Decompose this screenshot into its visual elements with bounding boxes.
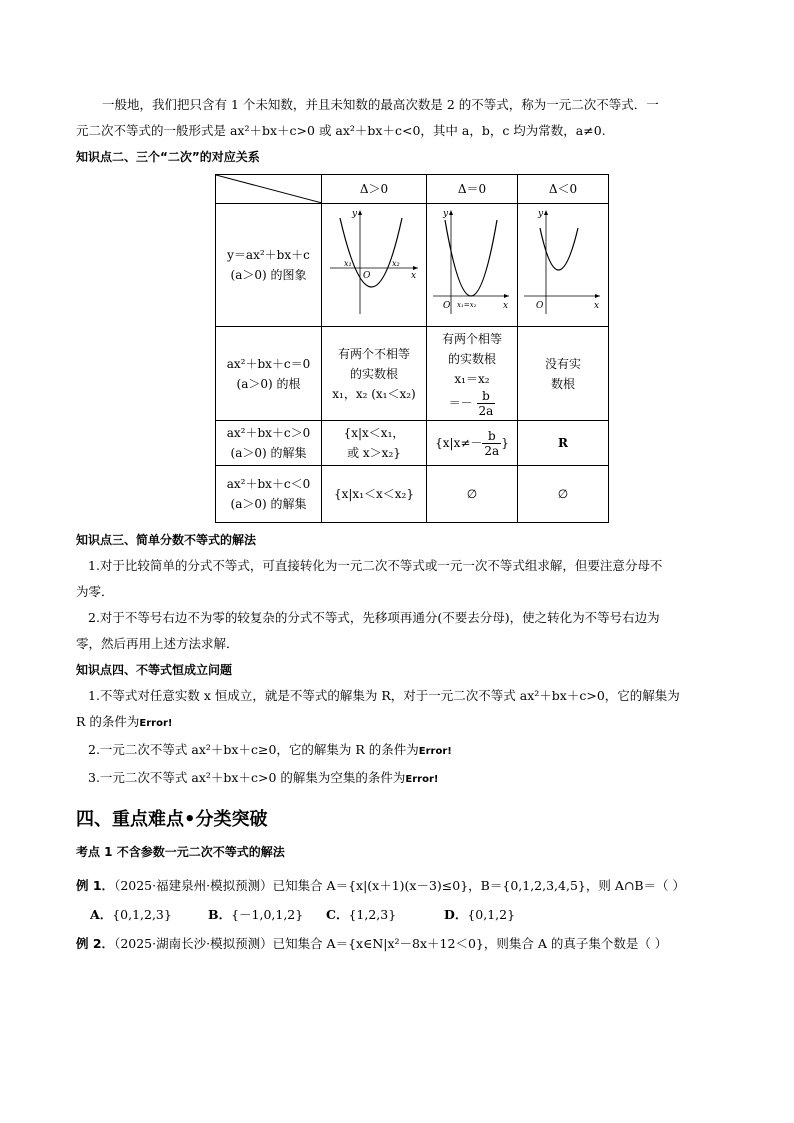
diagonal-line — [216, 175, 322, 203]
option-key: D． — [444, 907, 468, 922]
lt-cell-two: {x|x₁＜x＜x₂} — [322, 466, 427, 523]
cell-line: 的实数根 — [447, 352, 496, 366]
option-key: A． — [90, 907, 113, 922]
row-label-line: (a＞0) 的根 — [236, 376, 301, 391]
y-axis-label: y — [538, 209, 544, 219]
section4-p1b: R 的条件为 — [76, 714, 140, 729]
section4-p2-line — [76, 737, 726, 765]
gt-cell-none: R — [518, 421, 609, 466]
example-1-label: 例 1． — [76, 878, 115, 893]
root-x2-label: x₂ — [392, 259, 400, 268]
section3-title: 知识点三、简单分数不等式的解法 — [76, 533, 257, 547]
cell-line: 或 x＞x₂} — [347, 446, 401, 460]
fraction-b-over-2a — [477, 389, 496, 418]
example-2-text: 已知集合 A＝{x∈N|x²－8x＋12＜0}，则集合 A 的真子集个数是（ ） — [272, 936, 668, 951]
cell-line: x₁＝x₂ — [454, 372, 490, 386]
origin-label: O — [536, 301, 544, 311]
set-prefix: {x|x≠－ — [435, 435, 483, 450]
cell-line: 没有实 — [544, 356, 581, 371]
cell-line: 有两个相等 — [441, 332, 502, 346]
x-axis-label: x — [594, 301, 600, 311]
parabola-double-root-graph — [431, 206, 513, 318]
example-2-label: 例 2． — [76, 936, 115, 951]
section4-p3: 3.一元二次不等式 ax²＋bx＋c>0 的解集为空集的条件为 — [88, 770, 406, 785]
section4-p1b-line — [76, 709, 726, 737]
error-marker: Error! — [139, 718, 173, 729]
row-label-line: (a＞0) 的图象 — [230, 268, 307, 282]
parabola-two-roots-graph — [326, 206, 422, 318]
row-label-line: ax²＋bx＋c＝0 — [226, 356, 311, 371]
cell-line: {x|x＜x₁， — [343, 426, 405, 440]
graph-cell-no-root — [518, 204, 609, 327]
cell-line-fraction — [431, 389, 513, 418]
option-d — [444, 901, 562, 929]
example-1-text: 已知集合 A＝{x|(x＋1)(x－3)≤0}，B＝{0,1,2,3,4,5}，则 A∩B＝（ ） — [272, 878, 685, 893]
gt-cell-two — [322, 421, 427, 466]
y-axis-label: y — [443, 209, 449, 219]
table-row-graph — [216, 204, 609, 327]
root-x1-label: x₁ — [344, 259, 352, 268]
graph-cell-two-roots — [322, 204, 427, 327]
row-label-gt — [216, 421, 322, 466]
intro-line-1: 一般地，我们把只含有 1 个未知数，并且未知数的最高次数是 2 的不等式，称为一元二次不等式．一 — [102, 97, 659, 112]
error-marker: Error! — [418, 746, 452, 757]
row-label-line: ax²＋bx＋c＞0 — [226, 426, 311, 440]
row-label-line: (a＞0) 的解集 — [230, 497, 307, 511]
intro-line-2: 元二次不等式的一般形式是 ax²＋bx＋c>0 或 ax²＋bx＋c<0，其中 a，b，c 均为常数，a≠0. — [76, 123, 606, 138]
row-label-line: y＝ax²＋bx＋c — [227, 248, 310, 262]
section4-p1a: 1.不等式对任意实数 x 恒成立，就是不等式的解集为 R，对于一元二次不等式 ax²＋bx＋c>0，它的解集为 — [88, 688, 680, 703]
lt-cell-none: ∅ — [518, 466, 609, 523]
x-axis-label: x — [411, 271, 417, 281]
section4-p3-line — [76, 765, 726, 793]
cell-line: 的实数根 — [349, 366, 398, 381]
origin-label: O — [443, 301, 451, 311]
cell-line: x₁，x₂ (x₁＜x₂) — [332, 386, 416, 401]
option-c — [326, 901, 444, 929]
table-header-row — [216, 175, 609, 204]
option-value: {0,1,2,3} — [112, 907, 172, 922]
example-2 — [76, 929, 726, 959]
diagonal-header-cell — [216, 175, 322, 204]
origin-label: O — [363, 271, 371, 281]
x-axis-label: x — [503, 301, 509, 311]
example-2-source: （2025·湖南长沙·模拟预测） — [114, 936, 273, 951]
row-label-line: (a＞0) 的解集 — [230, 446, 307, 460]
section4-p2: 2.一元二次不等式 ax²＋bx＋c≥0，它的解集为 R 的条件为 — [88, 742, 419, 757]
option-b — [208, 901, 326, 929]
quadratic-relation-table — [215, 174, 609, 523]
row-label-roots — [216, 327, 322, 421]
header-delta-positive: Δ＞0 — [322, 175, 427, 204]
option-value: {－1,0,1,2} — [231, 907, 304, 922]
table-row-lt-solution — [216, 466, 609, 523]
header-delta-zero: Δ＝0 — [427, 175, 518, 204]
option-key: B． — [208, 907, 232, 922]
fraction-b-over-2a — [482, 429, 501, 458]
section3-p1a: 1.对于比较简单的分式不等式，可直接转化为一元二次不等式或一元一次不等式组求解，但要注意分母不 — [88, 558, 663, 573]
fraction-numerator: b — [477, 389, 496, 404]
option-a — [90, 901, 208, 929]
row-label-graph — [216, 204, 322, 327]
row-label-line: ax²＋bx＋c＜0 — [226, 477, 311, 491]
table-row-gt-solution — [216, 421, 609, 466]
option-key: C． — [326, 907, 349, 922]
option-value: {1,2,3} — [348, 907, 397, 922]
section4-title: 知识点四、不等式恒成立问题 — [76, 663, 233, 677]
part4-title: 四、重点难点•分类突破 — [76, 809, 268, 830]
example-1-options — [76, 901, 726, 929]
parabola-no-root-graph — [522, 206, 604, 318]
lt-cell-double: ∅ — [427, 466, 518, 523]
roots-cell-two — [322, 327, 427, 421]
double-root-label: x₁=x₂ — [457, 301, 477, 309]
document-page — [76, 92, 726, 959]
table-row-roots — [216, 327, 609, 421]
section2-title: 知识点二、三个“二次”的对应关系 — [76, 150, 260, 164]
section3-p1b: 为零． — [76, 584, 114, 599]
fraction-denominator: 2a — [478, 404, 494, 418]
equals-minus: ＝－ — [448, 396, 473, 410]
cell-line: 数根 — [550, 376, 575, 391]
header-delta-negative: Δ＜0 — [518, 175, 609, 204]
option-value: {0,1,2} — [467, 907, 516, 922]
roots-cell-none — [518, 327, 609, 421]
kaodian1-title: 考点 1 不含参数一元二次不等式的解法 — [76, 845, 285, 859]
set-suffix: } — [501, 435, 509, 450]
example-1 — [76, 871, 726, 901]
fraction-numerator: b — [482, 429, 501, 444]
cell-line: 有两个不相等 — [337, 346, 410, 361]
y-axis-label: y — [352, 209, 358, 219]
section3-p2a: 2.对于不等号右边不为零的较复杂的分式不等式，先移项再通分(不要去分母)，使之转化为不等号右边为 — [88, 610, 660, 625]
roots-cell-double — [427, 327, 518, 421]
fraction-denominator: 2a — [484, 443, 500, 458]
example-1-source: （2025·福建泉州·模拟预测） — [114, 878, 273, 893]
graph-cell-double-root — [427, 204, 518, 327]
row-label-lt — [216, 466, 322, 523]
gt-cell-double — [427, 421, 518, 466]
section3-p2b: 零，然后再用上述方法求解． — [76, 636, 239, 651]
error-marker: Error! — [405, 774, 439, 785]
